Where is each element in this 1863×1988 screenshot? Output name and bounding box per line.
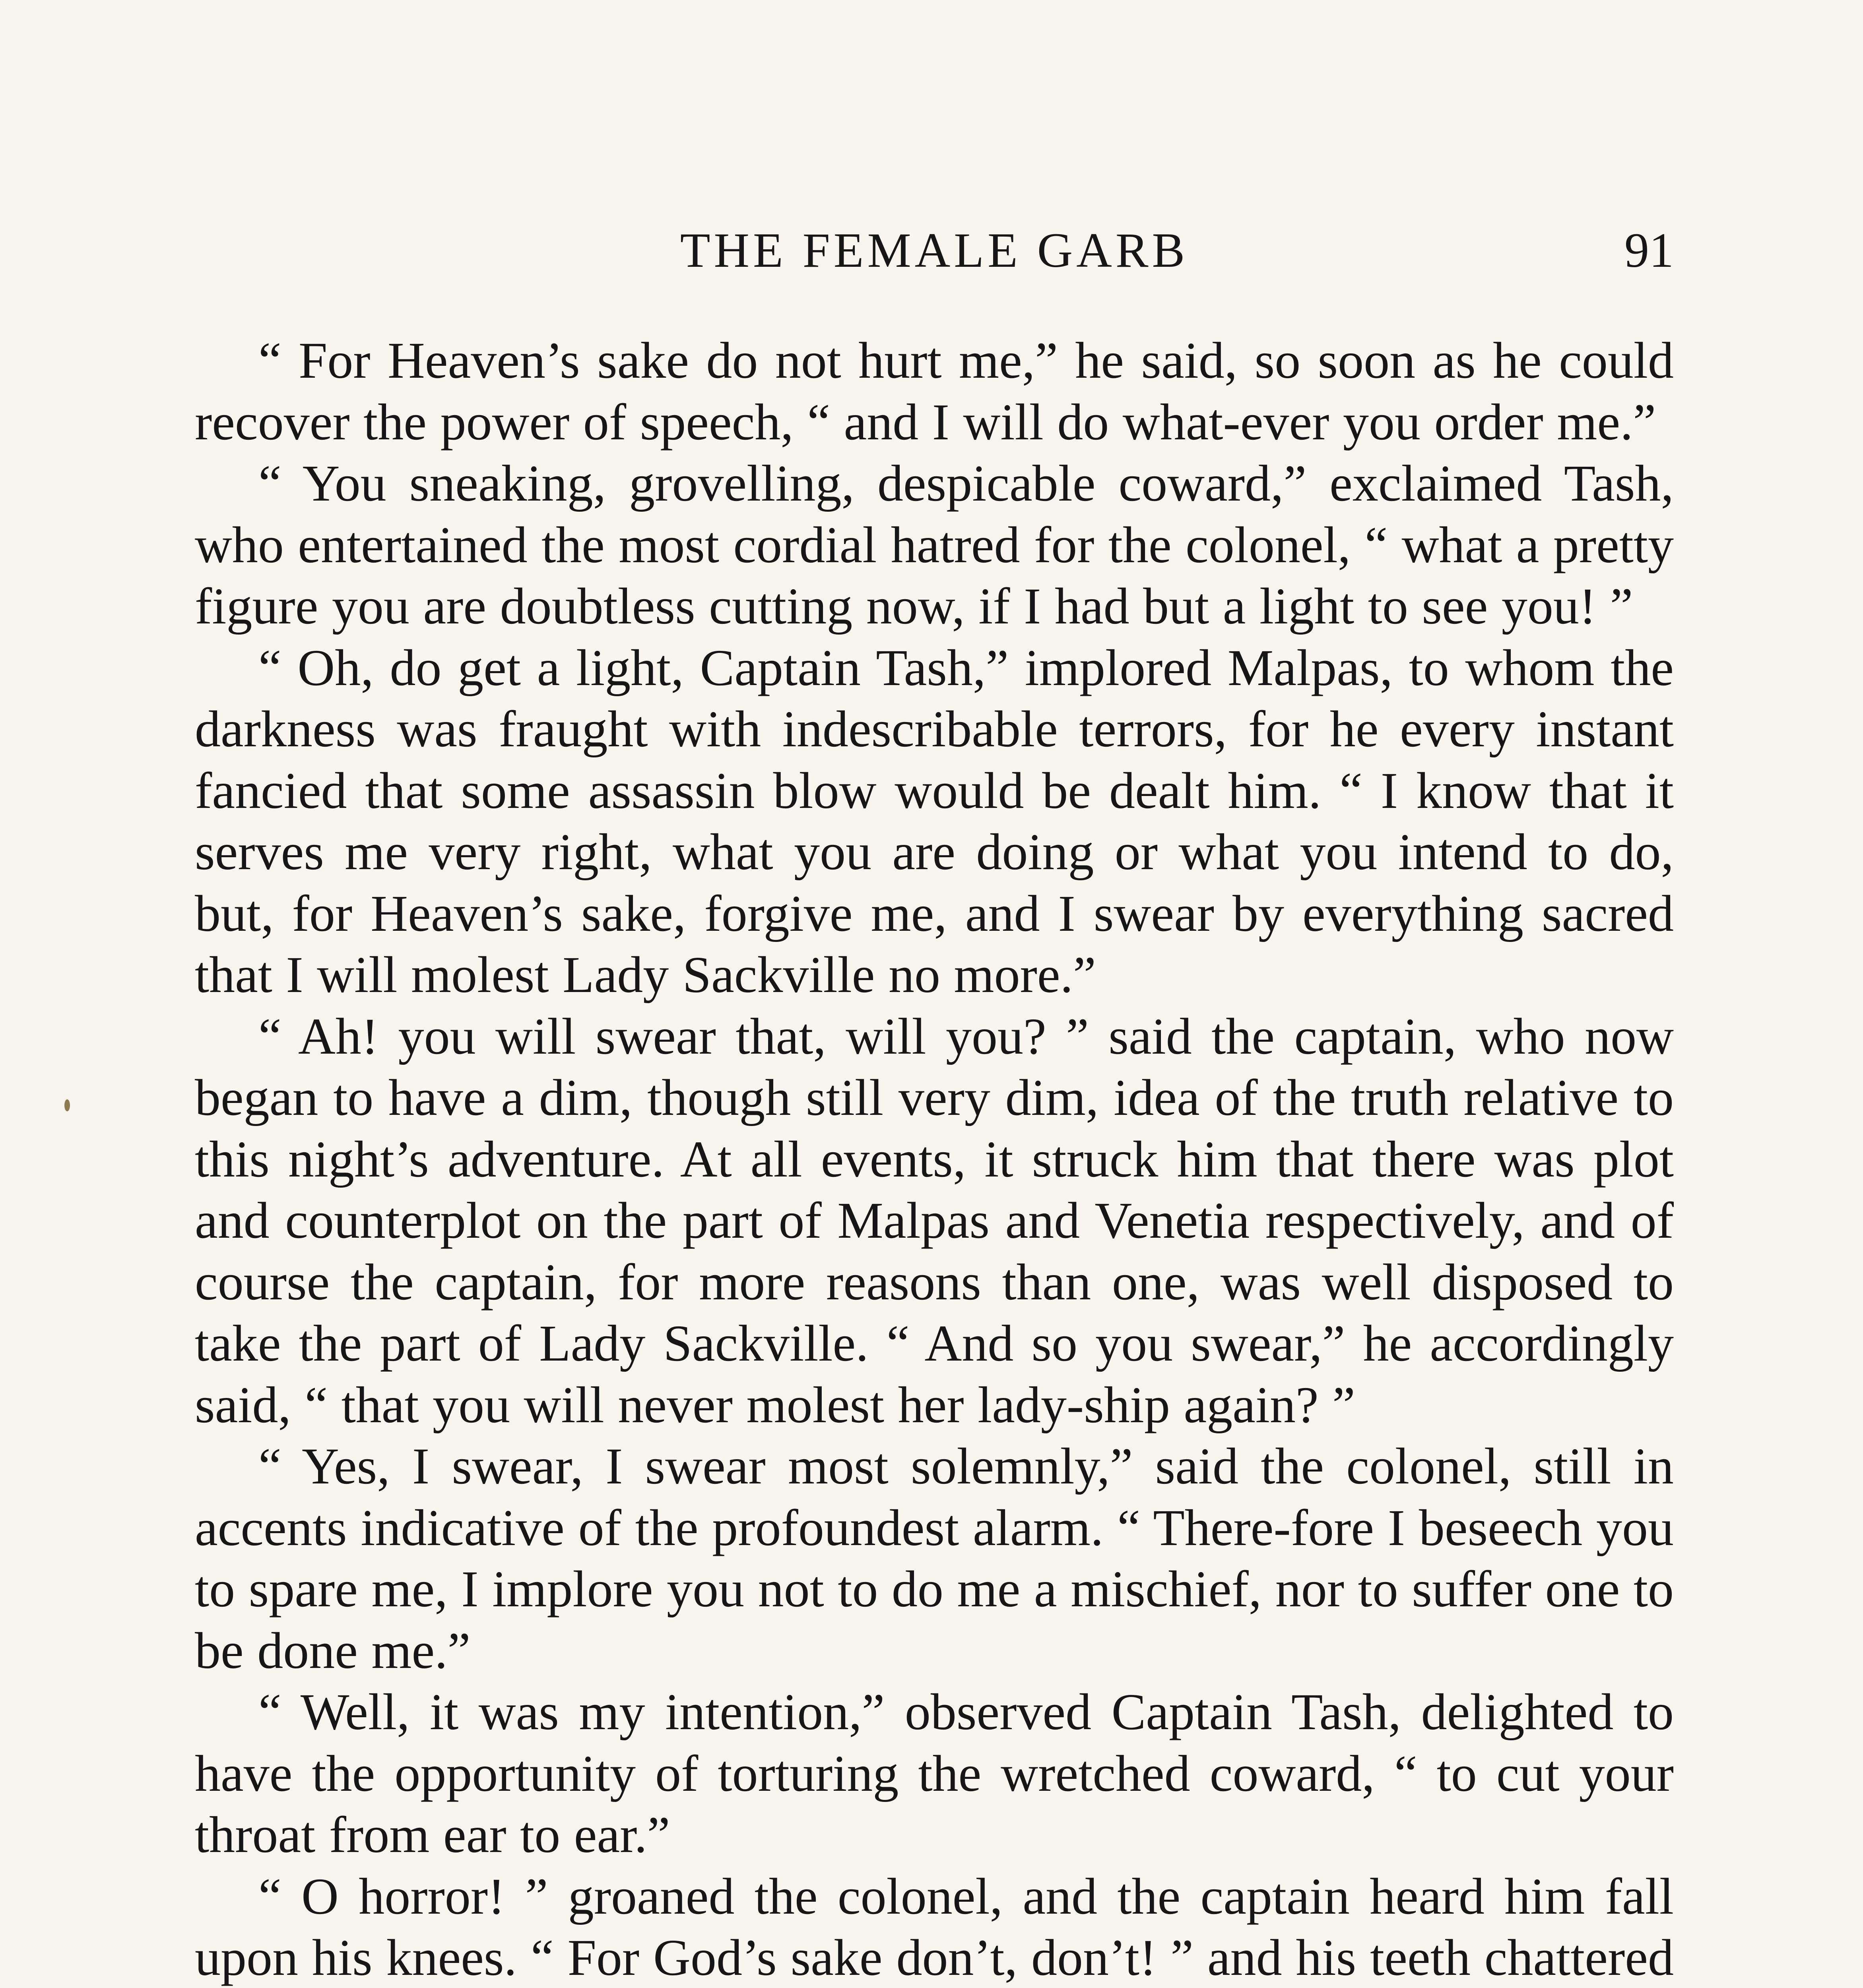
paragraph: “ Ah! you will swear that, will you? ” said the captain, who now began to have a dim, though still very dim, idea of the truth relative to this night’s adventure. At all events, it struck him that there was plot and counterplot on the part of Malpas and Venetia respectively, and of course the captain, for more reasons than one, was well disposed to take the part of Lady Sackville. “ And so you swear,” he accordingly said, “ that you will never molest her lady-ship again? ”: [195, 1008, 1674, 1434]
paragraph: “ For Heaven’s sake do not hurt me,” he said, so soon as he could recover the power of speech, “ and I will do what-ever you order me.”: [195, 332, 1674, 451]
paragraph: “ Oh, do get a light, Captain Tash,” implored Malpas, to whom the darkness was fraught with indescribable terrors, for he every instant fancied that some assassin blow would be dealt him. “ I know that it serves me very right, what you are doing or what you intend to do, but, for Heaven’s sake, forgive me, and I swear by everything sacred that I will molest Lady Sackville no more.”: [195, 639, 1674, 1004]
page-header: [195, 215, 1674, 294]
paragraph: “ You sneaking, grovelling, despicable coward,” exclaimed Tash, who entertained the most cordial hatred for the colonel, “ what a pretty figure you are doubtless cutting now, if I had but a light to see you! ”: [195, 455, 1674, 635]
paragraph: “ Yes, I swear, I swear most solemnly,” said the colonel, still in accents indicative of the profoundest alarm. “ There-fore I beseech you to spare me, I implore you not to do me a mischief, nor to suffer one to be done me.”: [195, 1438, 1674, 1679]
margin-ink-mark: [64, 1099, 70, 1111]
body-text: [195, 330, 1674, 1988]
page-number: 91: [1624, 223, 1674, 278]
paragraph: “ O horror! ” groaned the colonel, and the captain heard him fall upon his knees. “ For God’s sake don’t, don’t! ” and his teeth chattered: [195, 1868, 1674, 1986]
paragraph: “ Well, it was my intention,” observed Captain Tash, delighted to have the opportunity of torturing the wretched coward, “ to cut your throat from ear to ear.”: [195, 1683, 1674, 1864]
running-title: THE FEMALE GARB: [680, 223, 1189, 278]
